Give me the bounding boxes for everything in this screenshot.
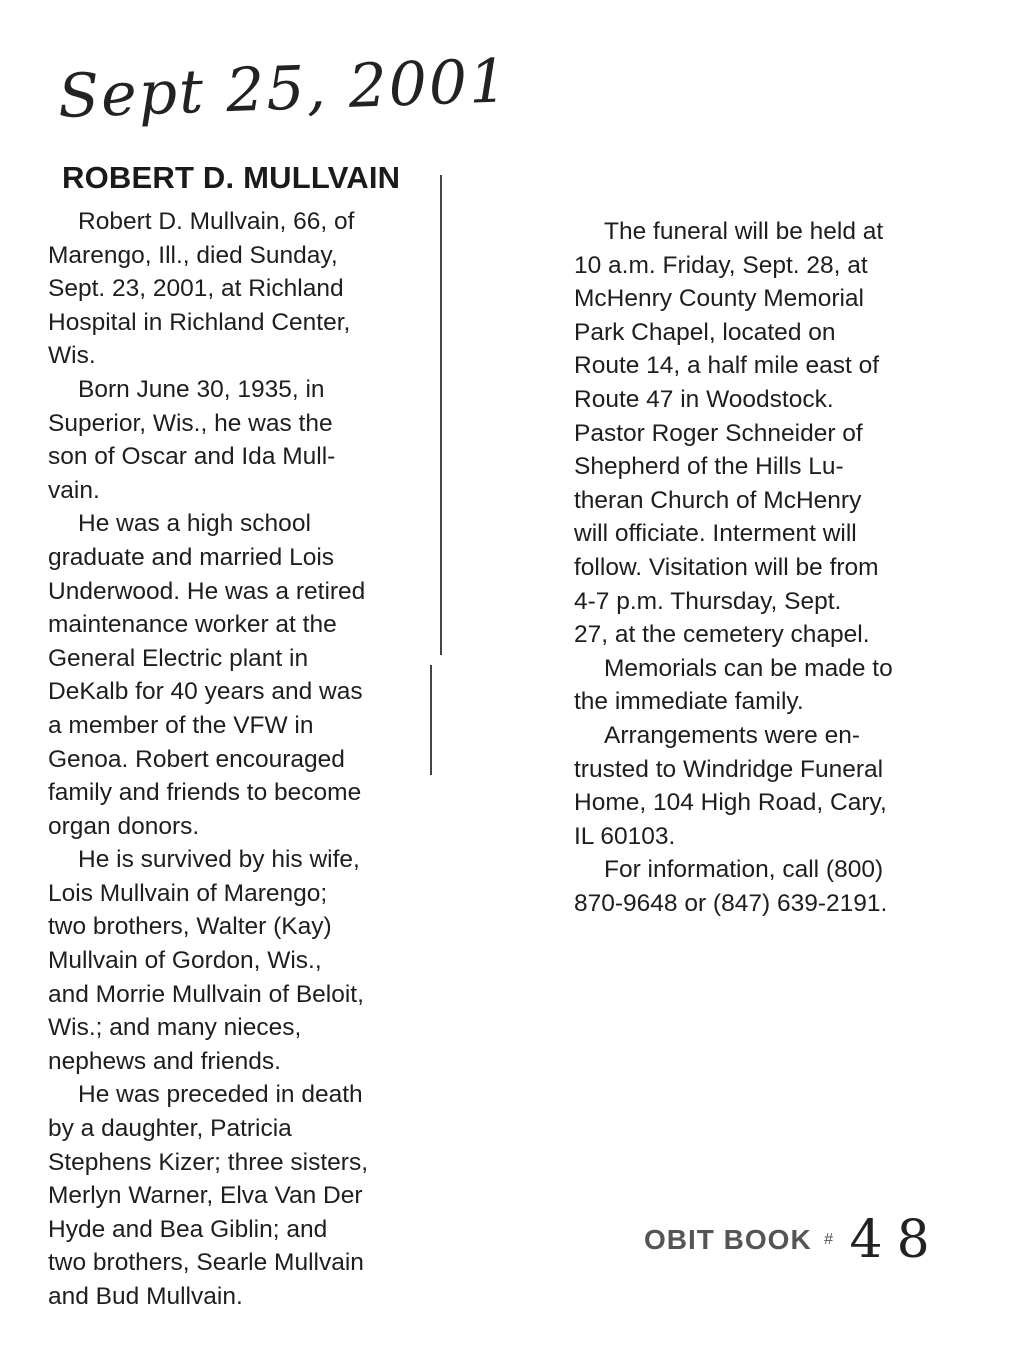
text-line: organ donors.	[48, 812, 200, 840]
stamp-label: OBIT BOOK	[644, 1224, 812, 1255]
text-line: 870-9648 or (847) 639-2191.	[574, 889, 888, 917]
text-line: Hospital in Richland Center,	[48, 308, 351, 336]
text-line: graduate and married Lois	[48, 543, 335, 571]
text-line: Stephens Kizer; three sisters,	[48, 1148, 369, 1176]
paragraph	[48, 843, 428, 1078]
text-line: and Bud Mullvain.	[48, 1283, 243, 1310]
obit-book-stamp	[644, 1210, 944, 1270]
paragraph	[48, 205, 428, 373]
text-line: Memorials can be made to	[604, 654, 893, 682]
text-line: DeKalb for 40 years and was	[48, 678, 363, 706]
text-line: 4-7 p.m. Thursday, Sept.	[574, 587, 842, 615]
text-line: Shepherd of the Hills Lu-	[574, 453, 844, 481]
text-line: Mullvain of Gordon, Wis.,	[48, 947, 322, 975]
text-line: son of Oscar and Ida Mull-	[48, 443, 336, 471]
handwritten-date: Sept 25, 2001	[56, 46, 511, 132]
text-line: For information, call (800)	[604, 856, 884, 884]
text-line: He was a high school	[78, 510, 311, 538]
paragraph	[48, 507, 428, 843]
text-line: two brothers, Walter (Kay)	[48, 913, 332, 941]
paragraph	[48, 373, 428, 507]
text-line: maintenance worker at the	[48, 611, 337, 639]
text-line: 10 a.m. Friday, Sept. 28, at	[574, 251, 868, 279]
text-line: Sept. 23, 2001, at Richland	[48, 275, 344, 303]
left-column	[48, 205, 428, 1314]
text-line: theran Church of McHenry	[574, 486, 862, 514]
text-line: McHenry County Memorial	[574, 285, 864, 313]
paragraph	[574, 215, 964, 652]
text-line: Wis.; and many nieces,	[48, 1014, 302, 1042]
book-number: 48	[849, 1210, 944, 1270]
text-line: He was preceded in death	[78, 1081, 363, 1109]
paragraph	[574, 719, 964, 853]
text-line: Lois Mullvain of Marengo;	[48, 879, 328, 907]
column-divider	[440, 175, 442, 655]
column-divider-lower	[430, 665, 432, 775]
text-line: Genoa. Robert encouraged	[48, 745, 345, 773]
text-line: Route 14, a half mile east of	[574, 352, 880, 380]
text-line: will officiate. Interment will	[574, 520, 857, 548]
text-line: trusted to Windridge Funeral	[574, 755, 884, 783]
text-line: Home, 104 High Road, Cary,	[574, 789, 887, 817]
text-line: He is survived by his wife,	[78, 846, 360, 874]
text-line: Park Chapel, located on	[574, 318, 836, 346]
stamp-hash: #	[824, 1231, 834, 1248]
text-line: Arrangements were en-	[604, 721, 861, 749]
text-line: Hyde and Bea Giblin; and	[48, 1215, 328, 1243]
text-line: the immediate family.	[574, 688, 804, 716]
text-line: nephews and friends.	[48, 1047, 281, 1075]
text-line: Merlyn Warner, Elva Van Der	[48, 1182, 363, 1210]
paragraph	[574, 853, 964, 920]
text-line: vain.	[48, 476, 100, 504]
paragraph	[574, 652, 964, 719]
text-line: Born June 30, 1935, in	[78, 375, 325, 403]
text-line: and Morrie Mullvain of Beloit,	[48, 980, 364, 1008]
text-line: Robert D. Mullvain, 66, of	[78, 208, 355, 235]
text-line: Underwood. He was a retired	[48, 577, 366, 605]
text-line: 27, at the cemetery chapel.	[574, 621, 870, 649]
text-line: Superior, Wis., he was the	[48, 409, 333, 437]
text-line: Marengo, Ill., died Sunday,	[48, 241, 338, 269]
text-line: Route 47 in Woodstock.	[574, 385, 834, 413]
text-line: Pastor Roger Schneider of	[574, 419, 863, 447]
text-line: The funeral will be held at	[604, 218, 884, 245]
text-line: follow. Visitation will be from	[574, 553, 879, 581]
text-line: a member of the VFW in	[48, 711, 314, 739]
text-line: IL 60103.	[574, 822, 676, 850]
text-line: family and friends to become	[48, 779, 362, 807]
right-column	[574, 215, 964, 920]
text-line: two brothers, Searle Mullvain	[48, 1249, 364, 1277]
obituary-headline: ROBERT D. MULLVAIN	[62, 160, 401, 195]
text-line: by a daughter, Patricia	[48, 1115, 292, 1143]
text-line: General Electric plant in	[48, 644, 309, 672]
paragraph	[48, 1078, 428, 1313]
text-line: Wis.	[48, 342, 96, 370]
